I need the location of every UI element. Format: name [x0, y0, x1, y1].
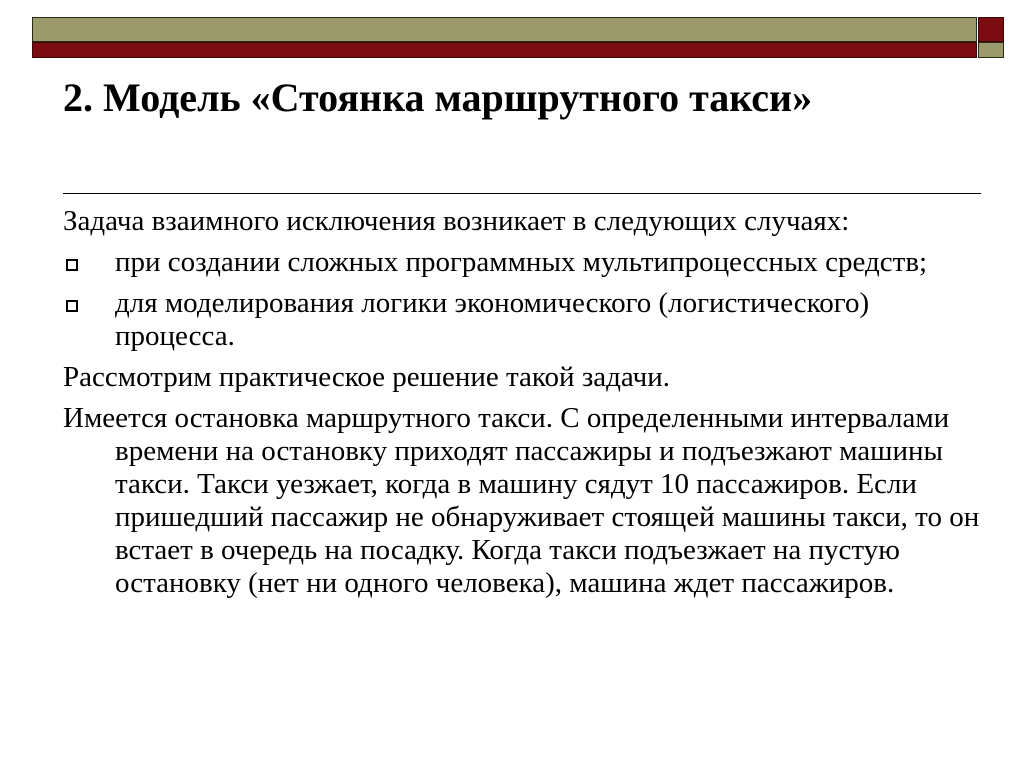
- header-bar-red: [32, 42, 977, 58]
- bullet-text: при создании сложных программных мультипроцессных средств;: [115, 246, 928, 278]
- bullet-item: [63, 287, 983, 353]
- hollow-square-bullet-icon: [66, 300, 78, 312]
- description-paragraph: Имеется остановка маршрутного такси. С определенными интервалами времени на остановку приходят пассажиры и подъезжают машины такси. Такси уезжает, когда в машину сядут 10 пассажиров. Если пришедший пассажир не обнаруживает стоящей машины такси, то он встает в очередь на посадку. Когда такси подъезжает на пустую остановку (нет ни одного человека), машина ждет пассажиров.: [63, 402, 980, 599]
- slide-body: [63, 205, 983, 608]
- hollow-square-bullet-icon: [66, 259, 78, 271]
- header-bar-olive: [32, 17, 977, 42]
- consider-paragraph: Рассмотрим практическое решение такой задачи.: [63, 361, 670, 393]
- slide-title: 2. Модель «Стоянка маршрутного такси»: [63, 75, 813, 120]
- bullet-text: для моделирования логики экономического (логистического) процесса.: [115, 287, 870, 352]
- bullet-item: [63, 246, 983, 279]
- title-divider: [63, 193, 981, 194]
- header-corner-square-olive: [978, 42, 1004, 58]
- intro-paragraph: Задача взаимного исключения возникает в следующих случаях:: [63, 205, 850, 237]
- header-corner-square-red: [978, 17, 1004, 42]
